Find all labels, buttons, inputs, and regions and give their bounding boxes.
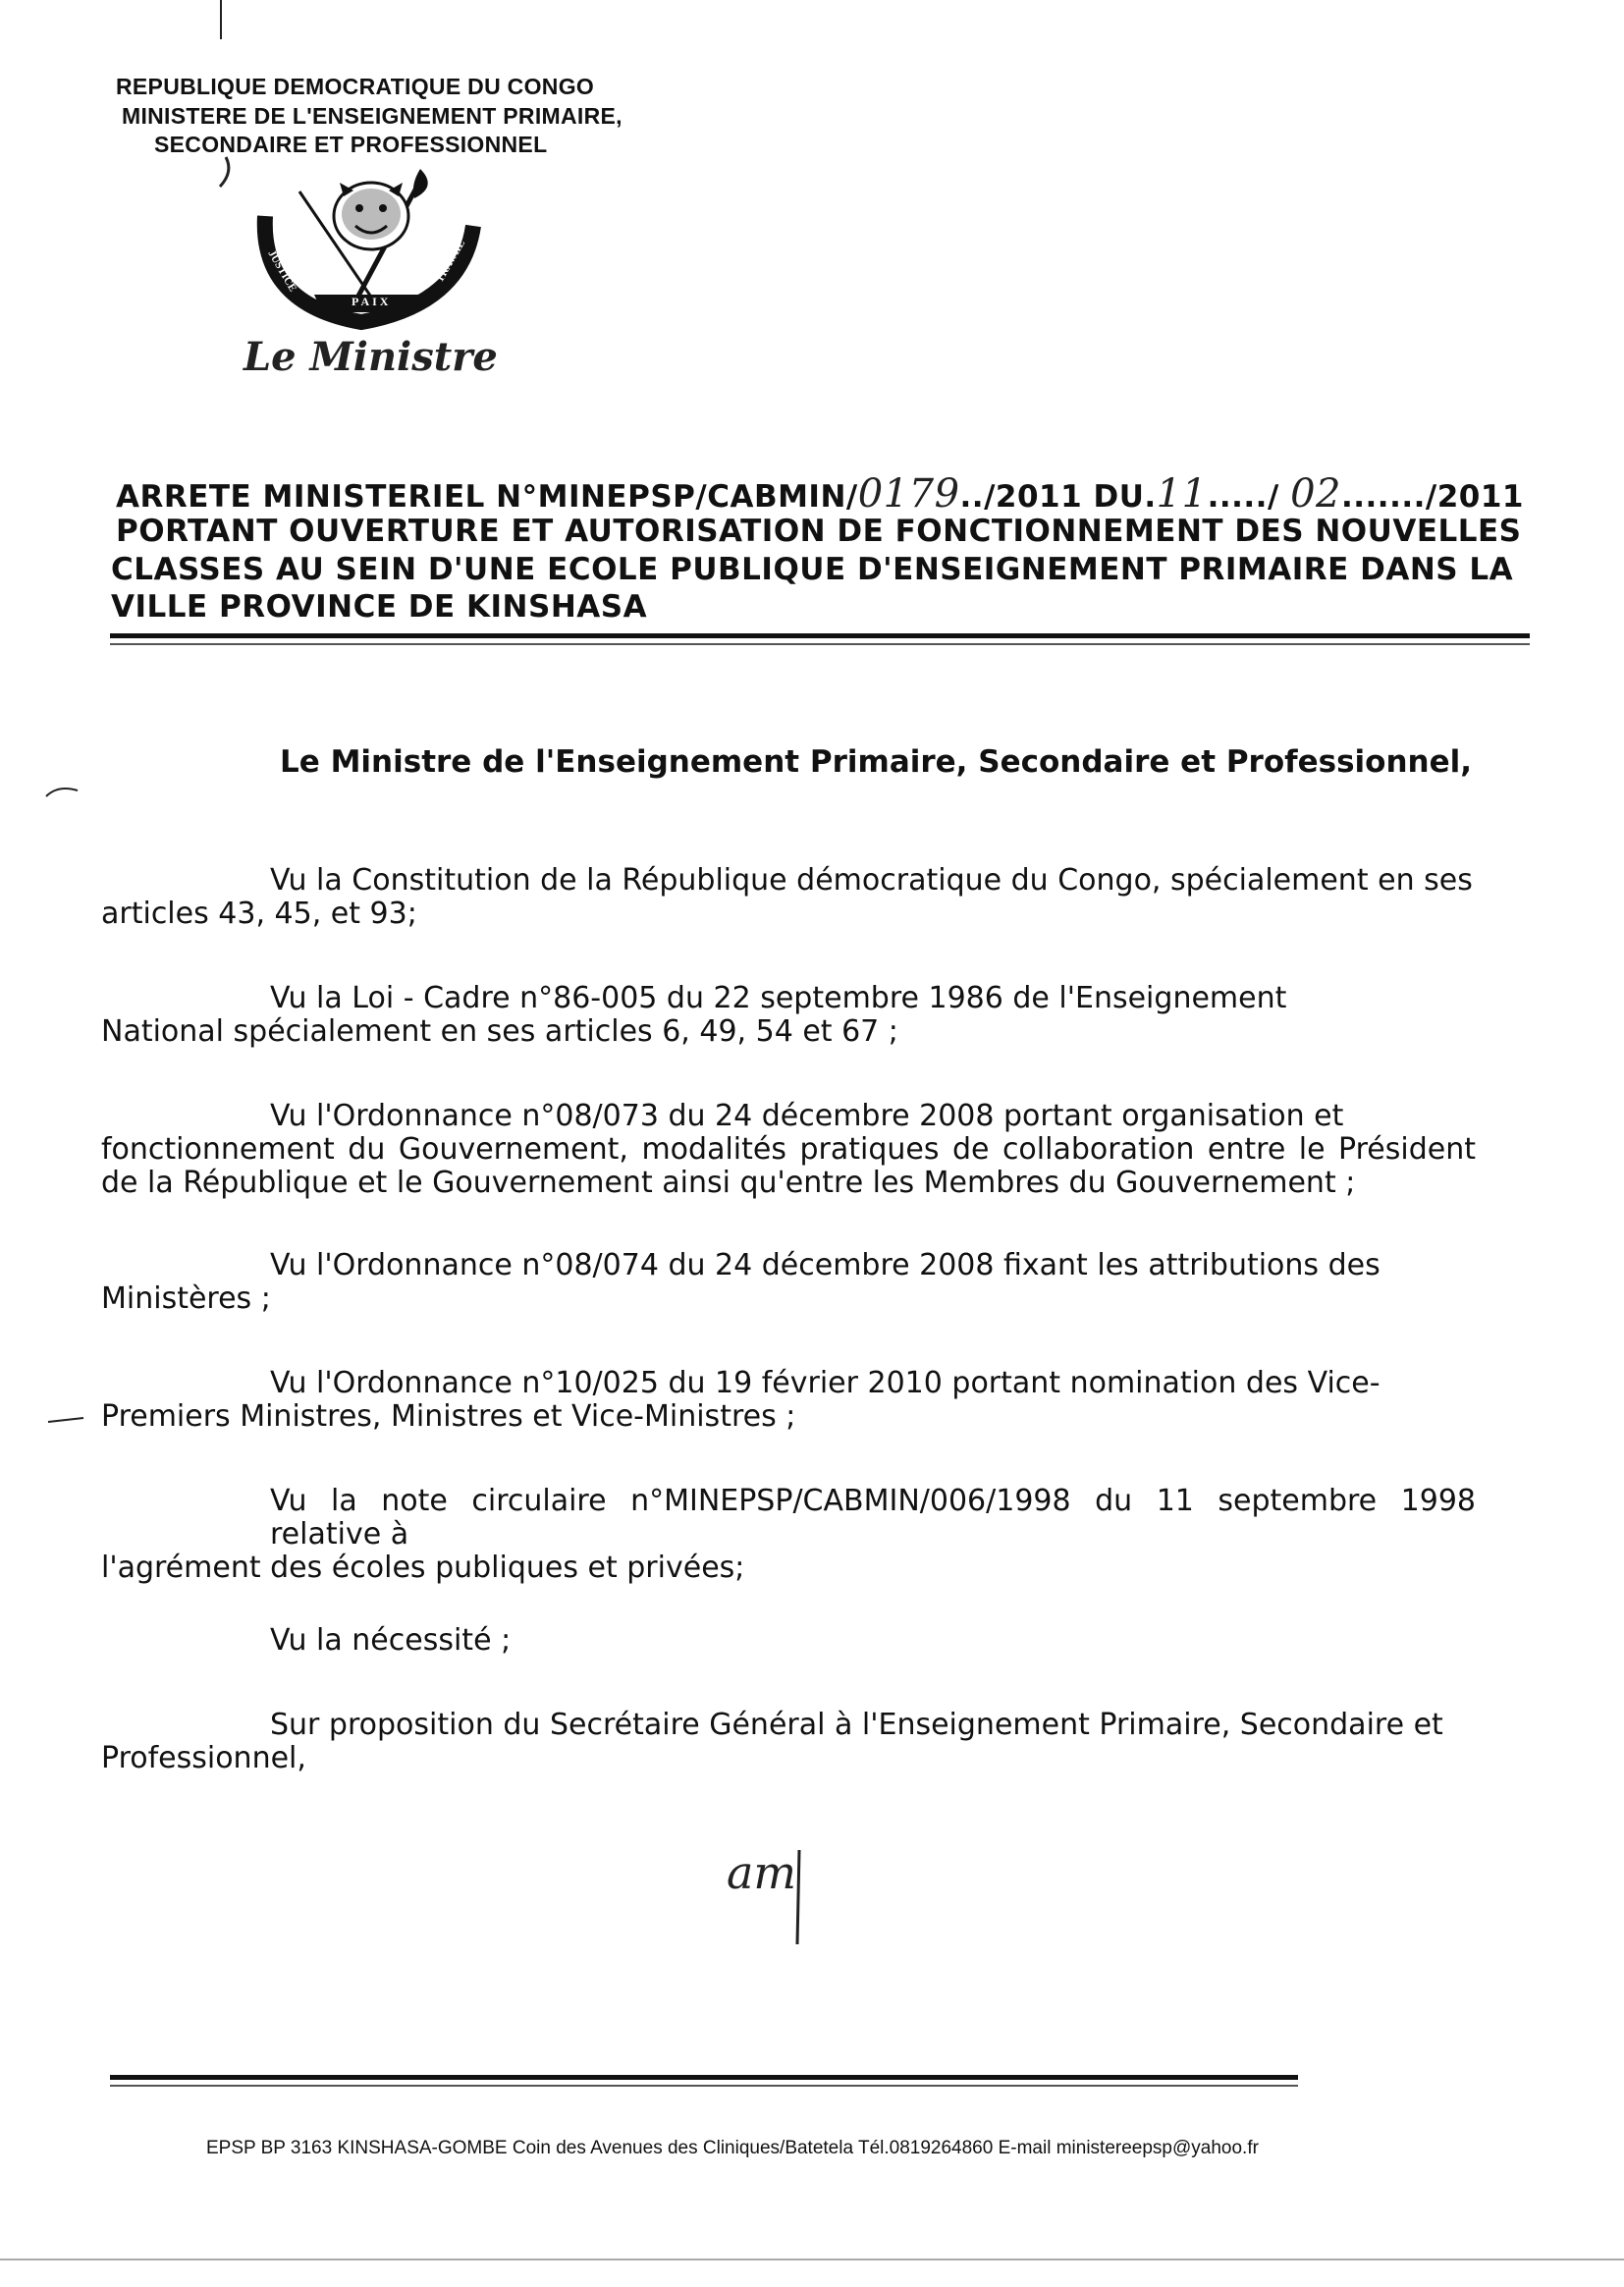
paragraph-loi-cadre bbox=[101, 982, 1476, 1049]
coat-of-arms-emblem bbox=[245, 157, 491, 334]
initials-stroke-icon bbox=[785, 1846, 815, 1954]
paragraph-first-line: Vu la Loi - Cadre n°86-005 du 22 septembre 1986 de l'Enseignement bbox=[270, 981, 1287, 1015]
paragraph-first-line: Vu la Constitution de la République démocratique du Congo, spécialement en ses bbox=[270, 863, 1473, 898]
paragraph-first-line: Sur proposition du Secrétaire Général à l'Enseignement Primaire, Secondaire et bbox=[270, 1708, 1443, 1742]
signatory-title: Le Ministre bbox=[244, 334, 498, 380]
decree-title-line3: CLASSES AU SEIN D'UNE ECOLE PUBLIQUE D'ENSEIGNEMENT PRIMAIRE DANS LA bbox=[111, 552, 1514, 587]
margin-dash-icon bbox=[44, 1412, 93, 1432]
decree-day-handwritten: 11 bbox=[1156, 471, 1208, 517]
ministry-name-line1: MINISTERE DE L'ENSEIGNEMENT PRIMAIRE, bbox=[122, 103, 623, 129]
title-underline-thin bbox=[110, 643, 1530, 645]
paragraph-constitution bbox=[101, 864, 1476, 931]
paragraph-first-line: Vu l'Ordonnance n°08/074 du 24 décembre 2008 fixant les attributions des bbox=[270, 1248, 1380, 1282]
footer-rule-thin bbox=[110, 2085, 1298, 2087]
decree-date-separator: ...../ bbox=[1207, 479, 1291, 515]
paragraph-ordonnance-10-025 bbox=[101, 1367, 1476, 1434]
footer-address: EPSP BP 3163 KINSHASA-GOMBE Coin des Avenues des Cliniques/Batetela Tél.0819264860 E-mail ministereepsp@yahoo.fr bbox=[206, 2138, 1259, 2158]
decree-title-line4: VILLE PROVINCE DE KINSHASA bbox=[111, 589, 648, 625]
motto-justice: JUSTICE bbox=[265, 247, 299, 295]
decree-title-line2: PORTANT OUVERTURE ET AUTORISATION DE FONCTIONNEMENT DES NOUVELLES bbox=[116, 514, 1522, 549]
paragraph-first-line: Vu l'Ordonnance n°10/025 du 19 février 2010 portant nomination des Vice- bbox=[270, 1366, 1380, 1400]
paragraph-continuation: fonctionnement du Gouvernement, modalités pratiques de collaboration entre le Président de la République et le Gouvernement ainsi qu'entre les Membres du Gouvernement ; bbox=[101, 1132, 1476, 1200]
decree-number-handwritten: 0179 bbox=[857, 471, 960, 517]
decree-date-suffix: ......./2011 bbox=[1340, 479, 1525, 515]
paragraph-continuation: l'agrément des écoles publiques et privées; bbox=[101, 1551, 745, 1585]
considerations-list bbox=[101, 864, 1476, 1775]
title-underline bbox=[110, 633, 1530, 638]
paragraph-continuation: Premiers Ministres, Ministres et Vice-Ministres ; bbox=[101, 1399, 796, 1434]
footer-rule bbox=[110, 2075, 1298, 2080]
paragraph-first-line: Vu l'Ordonnance n°08/073 du 24 décembre 2008 portant organisation et bbox=[270, 1099, 1344, 1133]
motto-travail: TRAVAIL bbox=[433, 238, 468, 285]
preamble-heading: Le Ministre de l'Enseignement Primaire, Secondaire et Professionnel, bbox=[280, 744, 1473, 780]
paragraph-continuation: Ministères ; bbox=[101, 1281, 271, 1316]
pen-mark-icon bbox=[206, 0, 236, 196]
paragraph-ordonnance-08-074 bbox=[101, 1249, 1476, 1316]
ministry-name-line2: SECONDAIRE ET PROFESSIONNEL bbox=[154, 132, 548, 157]
initials-paraph: am bbox=[727, 1846, 797, 1899]
decree-number-prefix: ARRETE MINISTERIEL N°MINEPSP/CABMIN/ bbox=[116, 479, 858, 515]
paragraph-first-line: Vu la nécessité ; bbox=[270, 1623, 512, 1658]
paragraph-proposition bbox=[101, 1709, 1476, 1775]
paragraph-continuation: National spécialement en ses articles 6, 49, 54 et 67 ; bbox=[101, 1014, 898, 1049]
paragraph-continuation: articles 43, 45, et 93; bbox=[101, 897, 417, 931]
margin-mark-icon bbox=[44, 781, 83, 800]
paragraph-note-circulaire bbox=[101, 1485, 1476, 1585]
decree-title-line1 bbox=[116, 471, 1524, 517]
country-name: REPUBLIQUE DEMOCRATIQUE DU CONGO bbox=[116, 74, 595, 99]
page-bottom-edge bbox=[0, 2259, 1624, 2260]
paragraph-necessite bbox=[101, 1624, 1476, 1658]
decree-date-prefix: ../2011 DU. bbox=[959, 479, 1157, 515]
paragraph-ordonnance-08-073 bbox=[101, 1100, 1476, 1200]
motto-paix: PAIX bbox=[352, 295, 392, 308]
paragraph-continuation: Professionnel, bbox=[101, 1741, 306, 1775]
decree-month-handwritten: 02 bbox=[1290, 471, 1341, 517]
paragraph-first-line: Vu la note circulaire n°MINEPSP/CABMIN/006/1998 du 11 septembre 1998 relative à bbox=[270, 1484, 1476, 1552]
